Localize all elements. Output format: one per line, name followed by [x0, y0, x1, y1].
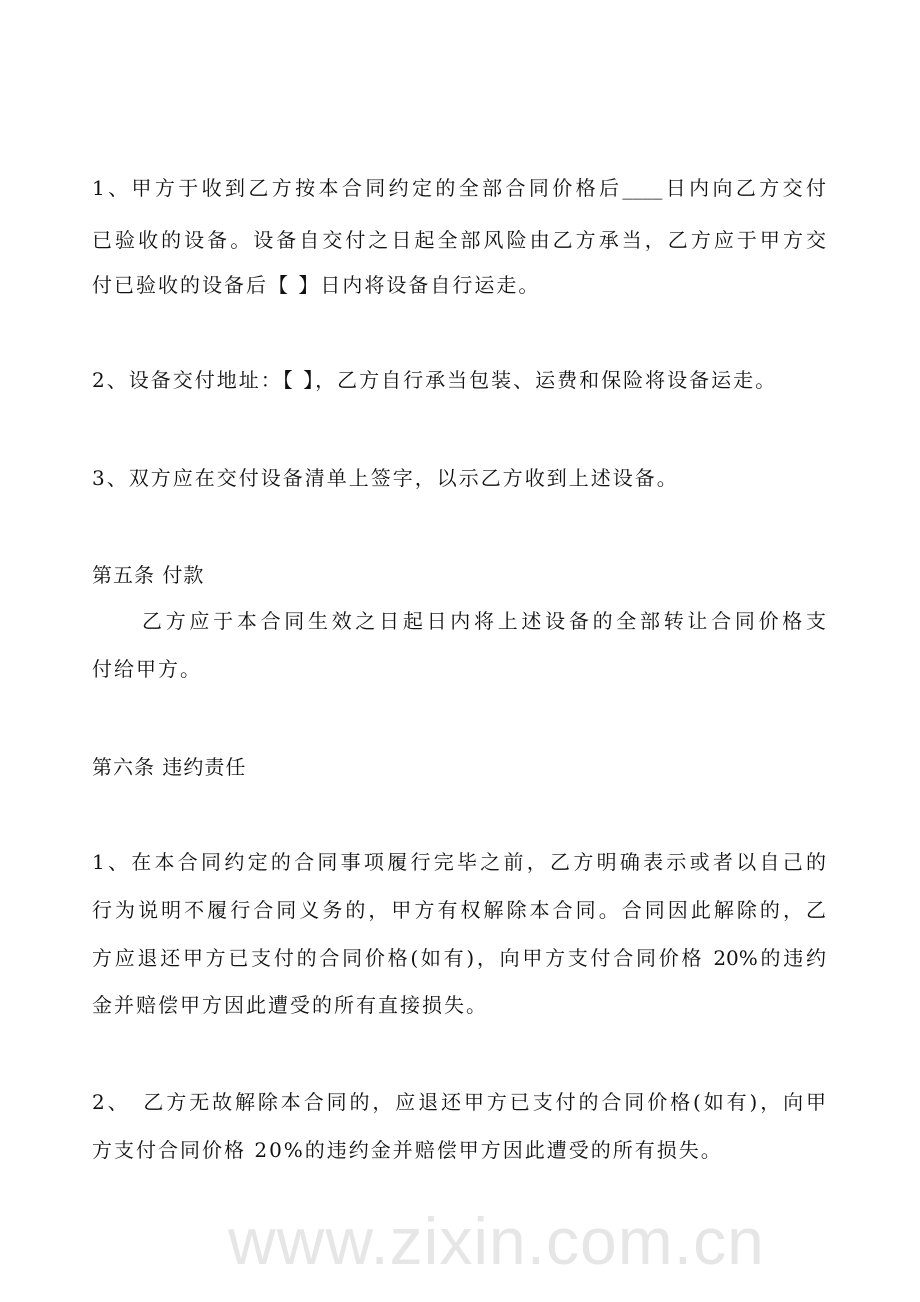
clause4-item1-line3: 付已验收的设备后【 】日内将设备自行运走。 [92, 273, 541, 297]
clause6-heading: 第六条 违约责任 [92, 755, 247, 779]
clause6-item1-line4: 金并赔偿甲方因此遭受的所有直接损失。 [92, 993, 488, 1017]
clause6-item1-line1: 1、在本合同约定的合同事项履行完毕之前，乙方明确表示或者以自己的 [92, 850, 826, 874]
clause5-line1: 乙方应于本合同生效之日起日内将上述设备的全部转让合同价格支 [142, 609, 826, 633]
clause4-item1-line1: 1、甲方于收到乙方按本合同约定的全部合同价格后____日内向乙方交付 [92, 176, 826, 200]
clause5-line2: 付给甲方。 [92, 657, 202, 681]
clause6-item1-line2: 行为说明不履行合同义务的，甲方有权解除本合同。合同因此解除的，乙 [92, 898, 826, 922]
clause4-item3: 3、双方应在交付设备清单上签字，以示乙方收到上述设备。 [92, 466, 679, 490]
clause4-item2: 2、设备交付地址：【 】，乙方自行承当包装、运费和保险将设备运走。 [92, 368, 778, 392]
clause6-item2-line2: 方支付合同价格 20%的违约金并赔偿甲方因此遭受的所有损失。 [92, 1138, 723, 1162]
watermark: www.zixin.com.cn [228, 1204, 765, 1278]
clause4-item1-line2: 已验收的设备。设备自交付之日起全部风险由乙方承当，乙方应于甲方交 [92, 228, 826, 252]
clause6-item2-line1: 2、 乙方无故解除本合同的，应退还甲方已支付的合同价格(如有)，向甲 [92, 1090, 826, 1114]
clause6-item1-line3: 方应退还甲方已支付的合同价格(如有)，向甲方支付合同价格 20%的违约 [92, 946, 826, 970]
clause5-heading: 第五条 付款 [92, 563, 205, 587]
